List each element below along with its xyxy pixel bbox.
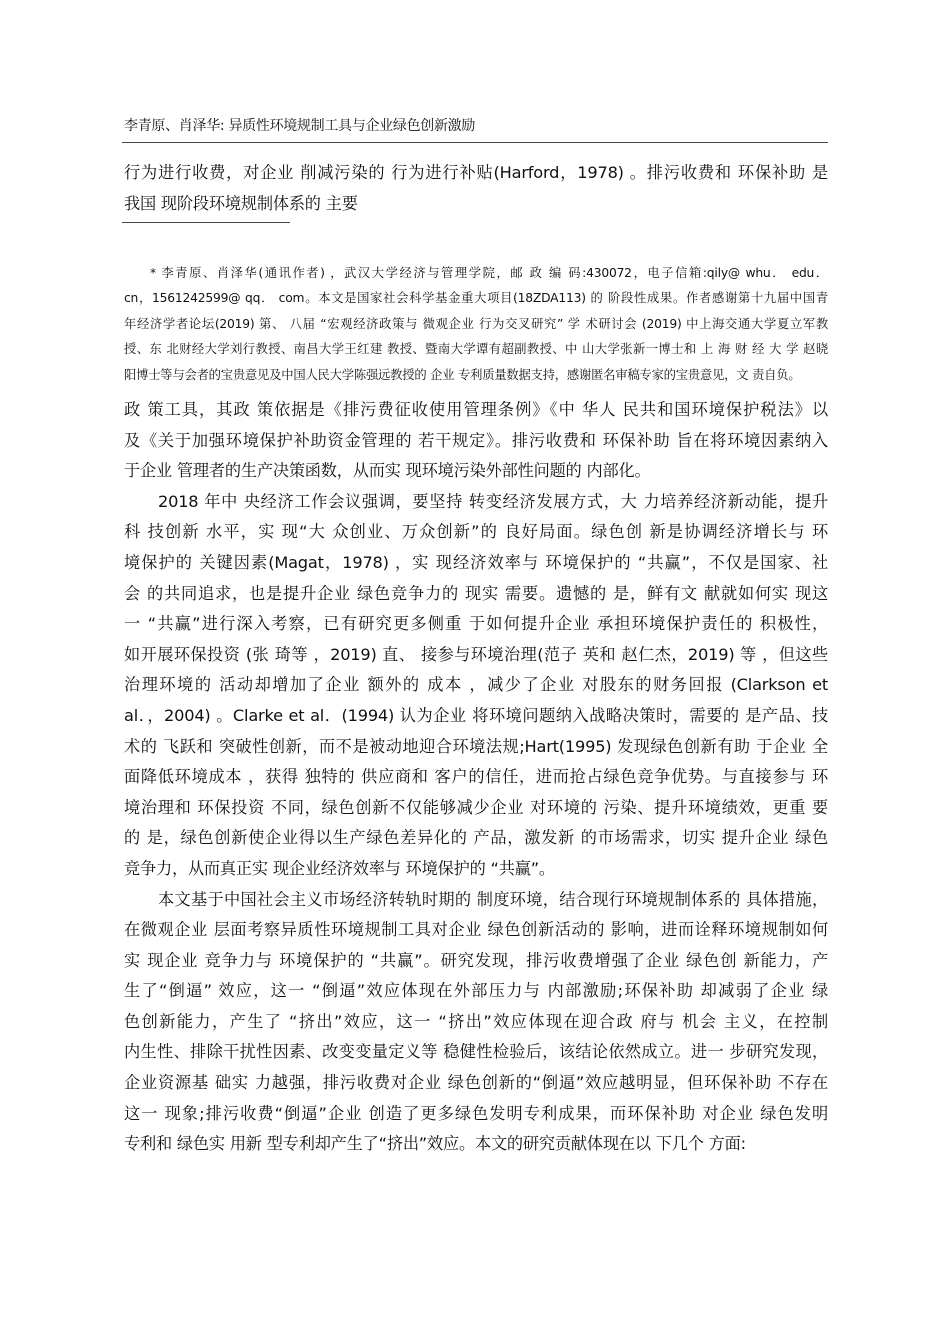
text-line: 于企业 管理者的生产决策函数，从而实 现环境污染外部性问题的 内部化。 <box>124 461 651 481</box>
text-line: 这一 现象;排污收费“倒逼”企业 创造了更多绿色发明专利成果，而环保补助 对企业 绿色发明 <box>124 1103 828 1123</box>
body-text-continued <box>124 158 828 219</box>
text-line: 术的 飞跃和 突破性创新，而不是被动地迎合环境法规;Hart(1995) 发现绿色创新有助 于企业 全 <box>124 736 828 756</box>
text-line: 政 策工具，其政 策依据是《排污费征收使用管理条例》《中 华人 民共和国环境保护税法》以 <box>124 400 828 419</box>
text-line: 境治理和 环保投资 不同，绿色创新不仅能够减少企业 对环境的 污染、提升环境绩效，更重 要 <box>124 797 828 817</box>
text-line: 生了“倒逼” 效应，这一 “倒逼”效应体现在外部压力与 内部激励;环保补助 却减弱了企业 绿 <box>124 981 828 1001</box>
body-text <box>124 395 828 1160</box>
text-line: 及《关于加强环境保护补助资金管理的 若干规定》。排污收费和 环保补助 旨在将环境因素纳入 <box>124 430 828 450</box>
footnote-line: cn，1561242599@ qq． com。本文是国家社会科学基金重大项目(18ZDA113) 的 阶段性成果。作者感谢第十九届中国青 <box>124 291 828 306</box>
text-line: 境保护的 关键因素(Magat，1978) ，实 现经济效率与 环境保护的 “共赢”，不仅是国家、社 <box>124 552 828 572</box>
text-line: 行为进行收费，对企业 削减污染的 行为进行补贴(Harford，1978) 。排污收费和 环保补助 是 <box>124 163 828 182</box>
footnote-line: 阳博士等与会者的宝贵意见及中国人民大学陈强远教授的 企业 专利质量数据支持，感谢匿名审稿专家的宝贵意见，文 责自负。 <box>124 367 801 382</box>
footnote-divider <box>122 222 290 223</box>
text-line: 如开展环保投资 (张 琦等 ，2019) 直、 接参与环境治理(范子 英和 赵仁杰，2019) 等 ，但这些 <box>124 644 828 664</box>
text-line: 实 现企业 竞争力与 环境保护的 “共赢”。研究发现，排污收费增强了企业 绿色创 新能力，产 <box>124 950 828 970</box>
text-line: 专利和 绿色实 用新 型专利却产生了“挤出”效应。本文的研究贡献体现在以 下几个 方面: <box>124 1134 746 1154</box>
text-line: 竞争力，从而真正实 现企业经济效率与 环境保护的 “共赢”。 <box>124 858 555 878</box>
text-line: 色创新能力，产生了 “挤出”效应，这一 “挤出”效应体现在迎合政 府与 机会 主义，在控制 <box>124 1011 828 1031</box>
text-line: 在微观企业 层面考察异质性环境规制工具对企业 绿色创新活动的 影响，进而诠释环境规制如何 <box>124 920 828 940</box>
text-line: 2018 年中 央经济工作会议强调，要坚持 转变经济发展方式，大 力培养经济新动能，提升 <box>158 491 828 511</box>
text-line: 本文基于中国社会主义市场经济转轨时期的 制度环境，结合现行环境规制体系的 具体措施， <box>158 889 828 909</box>
text-line: 的 是，绿色创新使企业得以生产绿色差异化的 产品，激发新 的市场需求，切实 提升企业 绿色 <box>124 828 828 848</box>
text-line: al．，2004) 。Clarke et al．(1994) 认为企业 将环境问题纳入战略决策时，需要的 是产品、技 <box>124 705 828 725</box>
running-header: 李青原、肖泽华: 异质性环境规制工具与企业绿色创新激励 <box>124 118 476 134</box>
text-line: 面降低环境成本 ，获得 独特的 供应商和 客户的信任，进而抢占绿色竞争优势。与直接参与 环 <box>124 767 828 787</box>
text-line: 治理环境的 活动却增加了企业 额外的 成本 ，减少了企业 对股东的财务回报 (Clarkson et <box>124 675 828 695</box>
text-line: 一 “共赢”进行深入考察，已有研究更多侧重 于如何提升企业 承担环境保护责任的 积极性， <box>124 614 828 634</box>
text-line: 我国 现阶段环境规制体系的 主要 <box>124 193 358 213</box>
text-line: 科 技创新 水平，实 现“大 众创业、万众创新”的 良好局面。绿色创 新是协调经济增长与 环 <box>124 522 828 542</box>
footnote-line: 授、东 北财经大学刘行教授、南昌大学王红建 教授、暨南大学谭有超副教授、中 山大学张新一博士和 上 海 财 经 大 学 赵晓 <box>124 342 828 357</box>
header-divider <box>122 142 828 143</box>
footnote <box>124 261 828 388</box>
text-line: 内生性、排除干扰性因素、改变变量定义等 稳健性检验后，该结论依然成立。进一 步研究发现， <box>124 1042 828 1062</box>
footnote-line: * 李青原、肖泽华(通讯作者) ，武汉大学经济与管理学院，邮 政 编 码:430072，电子信箱:qily@ whu． edu． <box>150 266 828 280</box>
text-line: 会 的共同追求，也是提升企业 绿色竞争力的 现实 需要。遗憾的 是，鲜有文 献就如何实 现这 <box>124 583 828 603</box>
text-line: 企业资源基 础实 力越强，排污收费对企业 绿色创新的“倒逼”效应越明显，但环保补助 不存在 <box>124 1073 828 1093</box>
footnote-line: 年经济学者论坛(2019) 第、 八届 “宏观经济政策与 微观企业 行为交叉研究” 学 术研讨会 (2019) 中上海交通大学夏立军教 <box>124 316 828 331</box>
